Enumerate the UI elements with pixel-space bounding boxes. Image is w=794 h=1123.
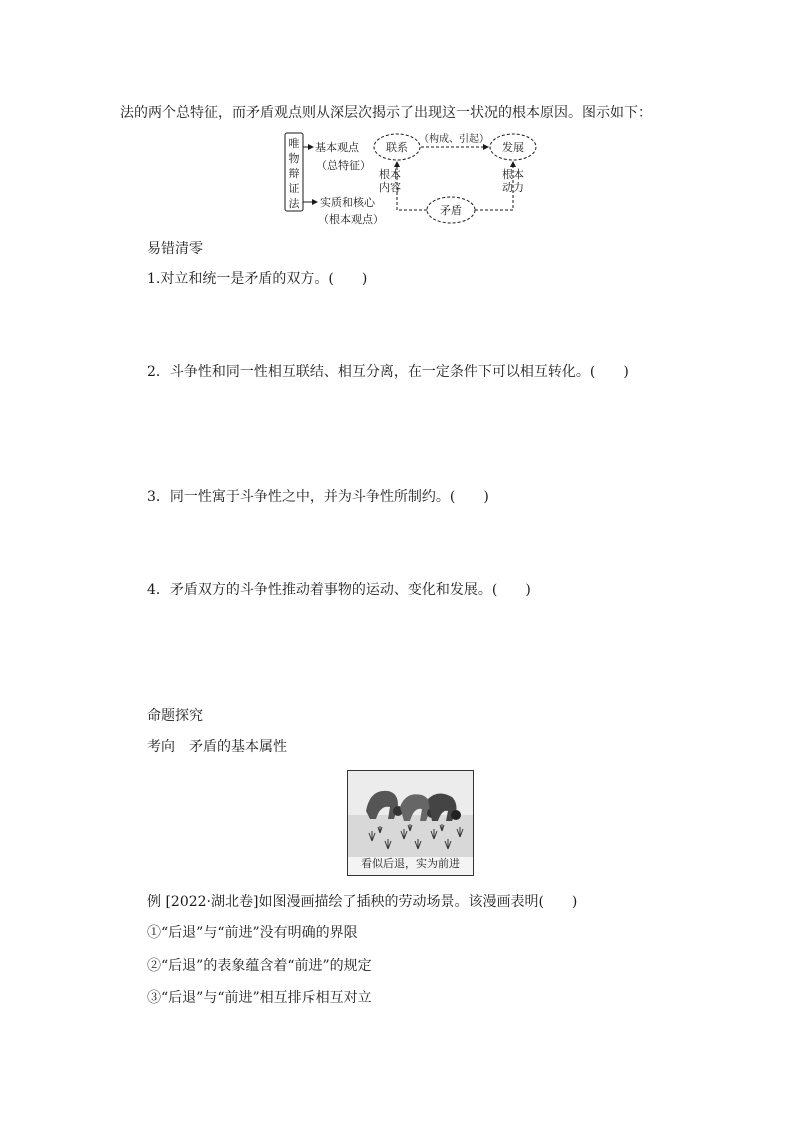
core-label: 实质和核心 bbox=[320, 196, 375, 209]
section-title-explore: 命题探究 bbox=[147, 708, 203, 724]
error-item-2: 2．斗争性和同一性相互联结、相互分离，在一定条件下可以相互转化。( ) bbox=[147, 364, 629, 380]
option-2: ②“后退”的表象蕴含着“前进”的规定 bbox=[147, 958, 372, 974]
dialectics-diagram bbox=[280, 128, 550, 228]
direction-title: 考向 矛盾的基本属性 bbox=[147, 739, 287, 755]
root-char: 法 bbox=[288, 197, 300, 210]
relation-label: （构成、引起） bbox=[419, 134, 489, 145]
arrow-root-content bbox=[397, 162, 427, 210]
root-char: 证 bbox=[288, 182, 300, 195]
option-3: ③“后退”与“前进”相互排斥相互对立 bbox=[147, 990, 372, 1006]
cartoon-illustration bbox=[348, 771, 473, 857]
core-sub: （根本观点） bbox=[318, 213, 384, 226]
root-char: 辩 bbox=[288, 167, 300, 180]
example-question: 例 [2022·湖北卷]如图漫画描绘了插秧的劳动场景。该漫画表明( ) bbox=[147, 894, 578, 910]
transplanting-cartoon bbox=[347, 770, 474, 876]
basic-view-sub: （总特征） bbox=[316, 159, 371, 172]
root-content-label-2: 内容 bbox=[379, 181, 401, 194]
intro-text: 法的两个总特征，而矛盾观点则从深层次揭示了出现这一状况的根本原因。图示如下： bbox=[120, 105, 652, 121]
error-item-4: 4．矛盾双方的斗争性推动着事物的运动、变化和发展。( ) bbox=[147, 582, 531, 598]
maodun-label: 矛盾 bbox=[440, 204, 462, 217]
root-char: 物 bbox=[288, 152, 300, 165]
error-item-1: 1.对立和统一是矛盾的双方。( ) bbox=[147, 271, 368, 287]
cartoon-caption: 看似后退，实为前进 bbox=[361, 857, 460, 870]
error-item-3: 3．同一性寓于斗争性之中，并为斗争性所制约。( ) bbox=[147, 489, 489, 505]
root-force-label-2: 动力 bbox=[502, 181, 524, 194]
section-title-errors: 易错清零 bbox=[147, 241, 203, 257]
basic-view-label: 基本观点 bbox=[315, 141, 359, 154]
root-char: 唯 bbox=[288, 137, 300, 150]
root-content-label-1: 根本 bbox=[379, 168, 401, 181]
lianxi-label: 联系 bbox=[386, 141, 408, 154]
fazhan-label: 发展 bbox=[502, 141, 524, 154]
option-1: ①“后退”与“前进”没有明确的界限 bbox=[147, 925, 358, 941]
root-force-label-1: 根本 bbox=[502, 168, 524, 181]
